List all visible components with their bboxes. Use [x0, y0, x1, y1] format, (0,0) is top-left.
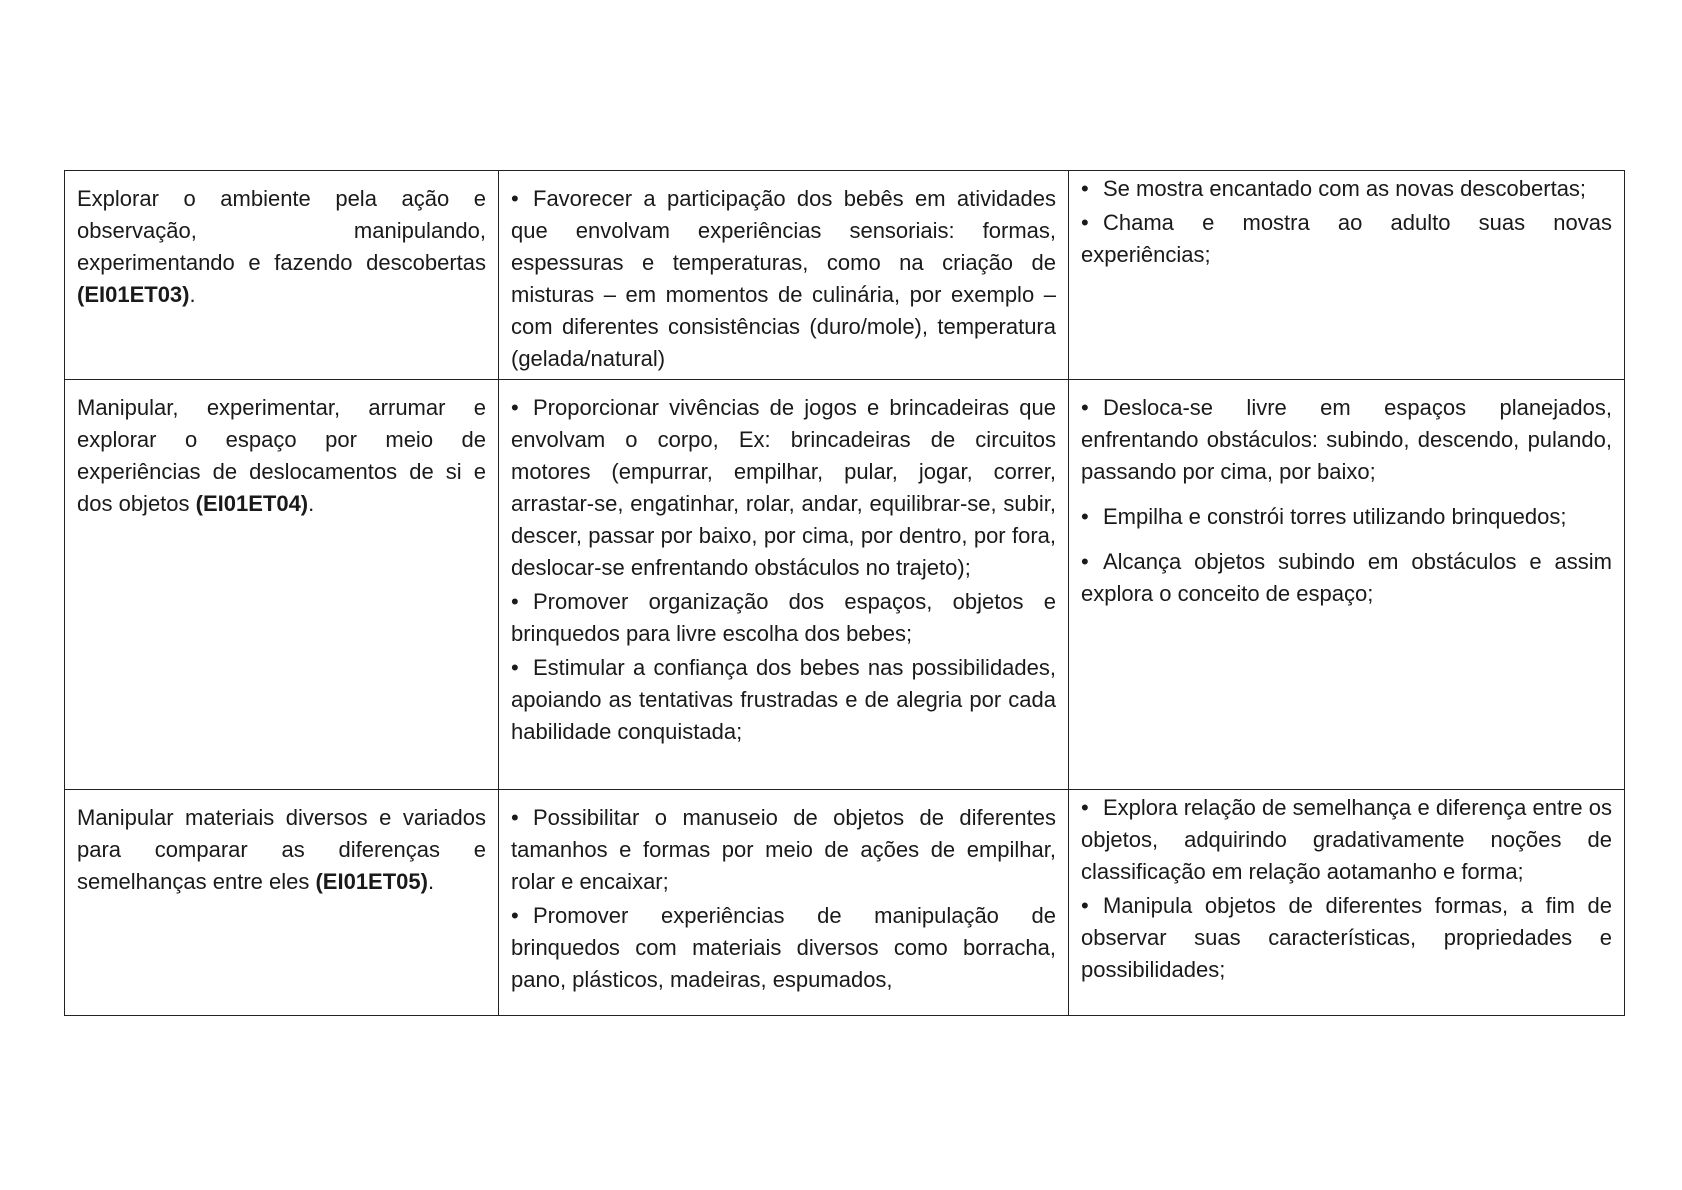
bullet-icon: •: [1081, 176, 1089, 201]
bullet-icon: •: [511, 186, 519, 211]
observation-text: Desloca-se livre em espaços planejados, enfrentando obstáculos: subindo, descendo, pulando, passando por cima, por baixo;: [1081, 395, 1612, 484]
bullet-icon: •: [1081, 795, 1089, 820]
strategy-text: Promover experiências de manipulação de brinquedos com materiais diversos como borracha, pano, plásticos, madeiras, espumados,: [511, 903, 1056, 992]
objective-cell: [65, 790, 499, 1016]
objective-text: Explorar o ambiente pela ação e observação, manipulando, experimentando e fazendo descobertas: [77, 186, 486, 275]
strategy-text: Promover organização dos espaços, objetos e brinquedos para livre escolha dos bebes;: [511, 589, 1056, 646]
strategies-list: [511, 392, 1056, 748]
observation-text: Alcança objetos subindo em obstáculos e assim explora o conceito de espaço;: [1081, 549, 1612, 606]
list-item: [511, 802, 1056, 898]
observations-cell: [1069, 171, 1625, 380]
bullet-icon: •: [511, 589, 519, 614]
list-item: [511, 586, 1056, 650]
objective-suffix: .: [189, 282, 196, 307]
observations-list: [1081, 792, 1612, 986]
strategy-text: Proporcionar vivências de jogos e brincadeiras que envolvam o corpo, Ex: brincadeiras de circuitos motores (empurrar, empilhar, pular, jogar, correr, arrastar-se, engatinhar, rolar, andar, equilibrar-se, subir, descer, passar por baixo, por cima, por dentro, por fora, deslocar-se enfrentando obstáculos no trajeto);: [511, 395, 1056, 580]
list-item: [1081, 501, 1612, 533]
table-row: [65, 171, 1625, 380]
list-item: [511, 183, 1056, 375]
list-item: [1081, 890, 1612, 986]
bullet-icon: •: [1081, 893, 1089, 918]
list-item: [511, 900, 1056, 996]
objective-cell: [65, 380, 499, 790]
observation-text: Explora relação de semelhança e diferença entre os objetos, adquirindo gradativamente noções de classificação em relação aotamanho e forma;: [1081, 795, 1612, 884]
observations-cell: [1069, 790, 1625, 1016]
observations-list: [1081, 392, 1612, 610]
table-row: [65, 790, 1625, 1016]
strategies-cell: [499, 171, 1069, 380]
objective-code: (EI01ET05): [315, 869, 428, 894]
observations-cell: [1069, 380, 1625, 790]
strategies-cell: [499, 380, 1069, 790]
strategies-list: [511, 802, 1056, 996]
observation-text: Se mostra encantado com as novas descobertas;: [1103, 176, 1587, 201]
strategy-text: Favorecer a participação dos bebês em atividades que envolvam experiências sensoriais: formas, espessuras e temperaturas, como na criação de misturas – em momentos de culinária, por exemplo – com diferentes consistências (duro/mole), temperatura (gelada/natural): [511, 186, 1056, 371]
strategies-cell: [499, 790, 1069, 1016]
strategy-text: Estimular a confiança dos bebes nas possibilidades, apoiando as tentativas frustradas e de alegria por cada habilidade conquistada;: [511, 655, 1056, 744]
objective-text: Manipular, experimentar, arrumar e explorar o espaço por meio de experiências de deslocamentos de si e dos objetos: [77, 395, 486, 516]
bullet-icon: •: [1081, 504, 1089, 529]
bullet-icon: •: [1081, 210, 1089, 235]
table-row: [65, 380, 1625, 790]
strategy-text: Possibilitar o manuseio de objetos de diferentes tamanhos e formas por meio de ações de empilhar, rolar e encaixar;: [511, 805, 1056, 894]
objective-code: (EI01ET04): [195, 491, 309, 516]
bullet-icon: •: [511, 903, 519, 928]
bullet-icon: •: [511, 805, 519, 830]
objective-suffix: .: [308, 491, 315, 516]
bullet-icon: •: [1081, 395, 1089, 420]
list-item: [1081, 207, 1612, 271]
objective-cell: [65, 171, 499, 380]
observation-text: Chama e mostra ao adulto suas novas experiências;: [1081, 210, 1612, 267]
objective-suffix: .: [427, 869, 435, 894]
bullet-icon: •: [511, 655, 519, 680]
observations-list: [1081, 173, 1612, 271]
list-item: [1081, 792, 1612, 888]
observation-text: Empilha e constrói torres utilizando brinquedos;: [1103, 504, 1567, 529]
observation-text: Manipula objetos de diferentes formas, a fim de observar suas características, propriedades e possibilidades;: [1081, 893, 1612, 982]
curriculum-table: [64, 170, 1625, 1016]
list-item: [1081, 173, 1612, 205]
objective-code: (EI01ET03): [77, 282, 190, 307]
objective-text: Manipular materiais diversos e variados para comparar as diferenças e semelhanças entre eles: [77, 805, 486, 894]
bullet-icon: •: [511, 395, 519, 420]
list-item: [511, 392, 1056, 584]
list-item: [511, 652, 1056, 748]
strategies-list: [511, 183, 1056, 375]
list-item: [1081, 546, 1612, 610]
list-item: [1081, 392, 1612, 488]
bullet-icon: •: [1081, 549, 1089, 574]
